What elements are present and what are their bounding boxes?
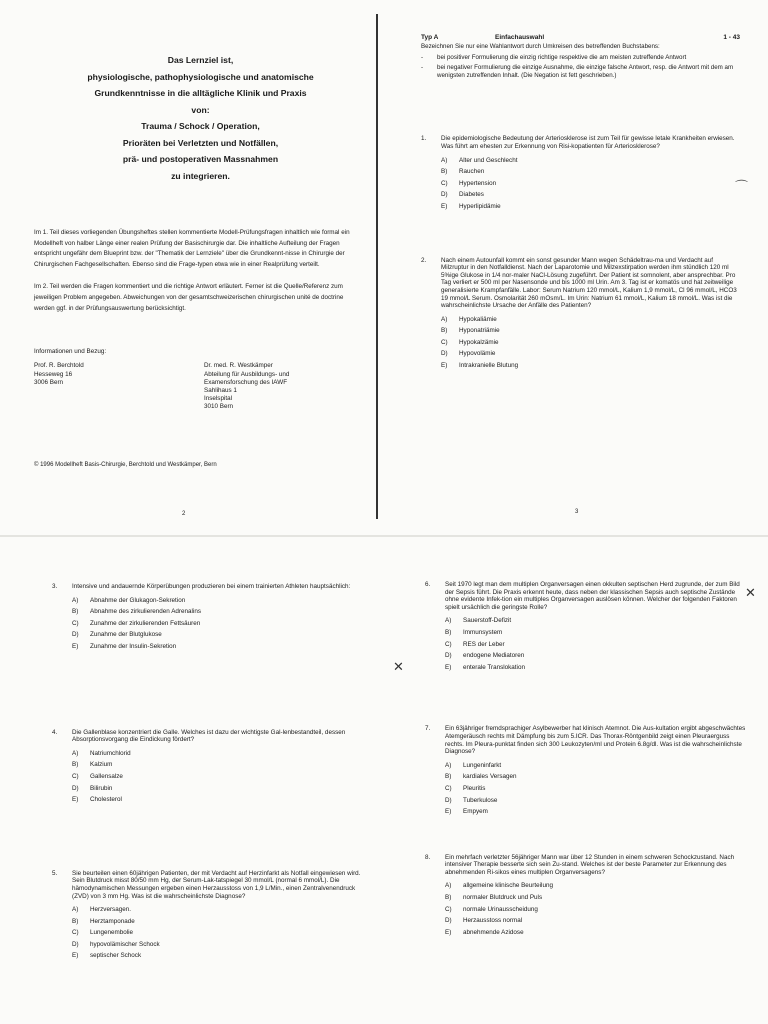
option-text: septischer Schock <box>90 952 142 960</box>
answer-option[interactable] <box>445 880 748 892</box>
title-line: von: <box>191 104 210 115</box>
title-line: Prioräten bei Verletzten und Notfällen, <box>122 137 279 148</box>
answer-option[interactable] <box>72 595 361 607</box>
option-text: Kalzium <box>90 761 113 769</box>
answer-option[interactable] <box>445 615 748 627</box>
option-letter: E) <box>445 663 452 671</box>
option-text: hypovolämischer Schock <box>90 940 160 948</box>
option-text: Cholesterol <box>90 796 122 804</box>
contact-heading: Informationen und Bezug: <box>34 348 107 356</box>
option-letter: A) <box>441 315 448 323</box>
answer-option[interactable] <box>445 627 748 639</box>
intro-paragraph-1: Im 1. Teil dieses vorliegenden Übungsheftes stellen kommentierte Modell-Prüfungsfragen inhaltlich wie formal ein Modellheft von halber Länge einer realen Prüfung der Basischirurgie dar. Die inhaltliche Aufteilung der Fragen entspricht ungefähr dem Blueprint bzw. der "Thematik der Lernziele" über die Grundkennt-nisse in Chirurgie der Chirurgischen Fachgesellschaften. Ebenso sind die Frage-typen etwa wie in einer Realprüfung verteilt. <box>34 229 350 268</box>
option-text: enterale Translokation <box>463 663 525 671</box>
answer-option[interactable] <box>445 806 748 818</box>
question-range: 1 - 43 <box>723 34 740 41</box>
answer-option[interactable] <box>441 325 740 337</box>
option-letter: D) <box>445 917 452 925</box>
question-4 <box>52 729 361 806</box>
option-letter: C) <box>441 338 448 346</box>
option-text: Alter und Geschlecht <box>459 156 518 164</box>
title-line: Grundkenntnisse in die alltägliche Klinik und Praxis <box>94 88 307 98</box>
question-stem <box>421 257 740 310</box>
question-7 <box>425 725 748 817</box>
answer-option[interactable] <box>441 201 740 213</box>
answer-option[interactable] <box>72 950 361 962</box>
answer-options <box>72 904 361 962</box>
option-text: kardiales Versagen <box>463 773 517 781</box>
option-letter: B) <box>72 608 79 616</box>
option-letter: D) <box>445 652 452 660</box>
option-text: Gallensalze <box>90 772 123 780</box>
answer-option[interactable] <box>72 641 361 653</box>
instruction-bullet <box>421 54 740 62</box>
answer-option[interactable] <box>441 178 740 190</box>
option-text: Intrakranielle Blutung <box>459 362 519 370</box>
option-letter: B) <box>445 773 452 781</box>
answer-option[interactable] <box>445 915 748 927</box>
question-8 <box>425 854 748 939</box>
option-letter: A) <box>445 761 452 769</box>
option-letter: C) <box>72 929 79 937</box>
title-line: Trauma / Schock / Operation, <box>141 121 260 131</box>
question-2 <box>421 257 740 372</box>
answer-option[interactable] <box>445 892 748 904</box>
page-number: 2 <box>182 511 186 517</box>
question-6 <box>425 581 748 673</box>
handwritten-cross-mark: ✕ <box>393 659 404 674</box>
question-number: 5. <box>52 869 58 877</box>
page-number: 3 <box>575 509 579 515</box>
option-text: Hypertension <box>459 179 497 187</box>
answer-option[interactable] <box>72 783 361 795</box>
answer-options <box>445 615 748 673</box>
bullet-text: bei positiver Formulierung die einzig richtige respektive die am meisten zutreffende Antwort <box>437 53 687 61</box>
contact-line: 3010 Bern <box>204 403 234 411</box>
option-letter: E) <box>441 202 448 210</box>
handwritten-cross-mark: ✕ <box>745 585 756 600</box>
answer-option[interactable] <box>441 348 740 360</box>
contact-line: 3006 Bern <box>34 378 64 386</box>
option-text: Bilirubin <box>90 784 113 792</box>
option-text: Hypovolämie <box>459 350 496 358</box>
option-letter: E) <box>445 928 452 936</box>
option-letter: D) <box>441 350 448 358</box>
option-text: Pleuritis <box>463 784 486 792</box>
option-letter: C) <box>72 619 79 627</box>
option-text: endogene Mediatoren <box>463 652 525 660</box>
contact-line: Dr. med. R. Westkämper <box>204 362 273 370</box>
option-letter: D) <box>72 784 79 792</box>
answer-option[interactable] <box>72 629 361 641</box>
page-questions-3-5 <box>0 535 383 1024</box>
contact-westkaemper <box>204 362 289 411</box>
answer-option[interactable] <box>441 337 740 349</box>
option-text: Lungenembolie <box>90 929 134 937</box>
option-letter: E) <box>72 642 79 650</box>
option-letter: B) <box>441 168 448 176</box>
option-text: Zunahme der zirkulierenden Fettsäuren <box>90 619 201 627</box>
option-letter: A) <box>72 906 79 914</box>
answer-option[interactable] <box>445 760 748 772</box>
answer-option[interactable] <box>445 904 748 916</box>
option-letter: E) <box>445 808 452 816</box>
option-text: Immunsystem <box>463 628 503 636</box>
option-text: Herzausstoss normal <box>463 917 523 925</box>
answer-options <box>72 595 361 653</box>
option-text: Rauchen <box>459 168 485 176</box>
option-letter: E) <box>441 362 448 370</box>
question-number: 3. <box>52 583 58 590</box>
question-type-header <box>421 34 740 41</box>
option-letter: C) <box>445 640 452 648</box>
question-stem <box>52 870 361 900</box>
handwritten-check-mark: ⌒ <box>735 179 749 194</box>
question-number: 2. <box>421 256 427 264</box>
answer-option[interactable] <box>445 662 748 674</box>
answer-option[interactable] <box>72 759 361 771</box>
question-1 <box>421 135 740 212</box>
answer-option[interactable] <box>441 155 740 167</box>
question-text: Die epidemiologische Bedeutung der Arteriosklerose ist zum Teil für gewisse letale Krankheiten erwiesen. Was führt am ehesten zur Erkennung von Risi-kopatienten für Arteriosklerose? <box>441 135 735 150</box>
type-name: Einfachauswahl <box>495 34 545 41</box>
title-line: Das Lernziel ist, <box>167 55 234 65</box>
option-text: Abnahme des zirkulierenden Adrenalins <box>90 608 201 616</box>
question-stem <box>52 583 361 591</box>
option-text: Natriumchlorid <box>90 749 131 757</box>
option-letter: E) <box>72 952 79 960</box>
option-letter: B) <box>445 628 452 636</box>
option-letter: A) <box>445 617 452 625</box>
option-text: Sauerstoff-Defizit <box>463 617 512 625</box>
question-text: Intensive und andauernde Körperübungen produzieren bei einem trainierten Athleten hauptsächlich: <box>72 583 351 590</box>
contact-columns <box>34 362 361 411</box>
option-text: Hypokalzämie <box>459 338 499 346</box>
page-intro <box>0 0 383 535</box>
question-number: 8. <box>425 853 431 861</box>
answer-option[interactable] <box>72 748 361 760</box>
contact-line: Hesseweg 16 <box>34 370 73 378</box>
option-text: allgemeine klinische Beurteilung <box>463 882 553 890</box>
answer-option[interactable] <box>72 939 361 951</box>
answer-options <box>445 880 748 938</box>
instruction-bullet <box>421 64 740 79</box>
bullet-dot: - <box>421 64 424 72</box>
option-text: RES der Leber <box>463 640 505 648</box>
option-text: normale Urinausscheidung <box>463 905 538 913</box>
option-text: Abnahme der Glukagon-Sekretion <box>90 596 186 604</box>
option-text: Lungeninfarkt <box>463 761 502 769</box>
option-text: Zunahme der Blutglukose <box>90 631 162 639</box>
question-text: Nach einem Autounfall kommt ein sonst gesunder Mann wegen Schädeltrau-ma und Verdacht auf Milzruptur in den Notfalldienst. Nach der Laparotomie und Milzexstirpation werden ihm stündlich 120 ml 5%ige Glukose in 1/4 nor-maler NaCl-Lösung zugeführt. Der Patient ist somnolent, aber ansprechbar. Pro Tag verliert er 500 ml per Nasensonde und bis 1000 ml Urin. Am 3. Tag ist er komatös und hat zeitweilige generalisierte Krampfanfälle. Labor: Serum Natrium 120 mmol/L, Kalium 1,9 mmol/L, Cl 96 mmol/L, HCO3 19 mmol/L Serum. Osmolarität 260 mOsm/L. Im Urin: Natrium 61 mmol/L, Kalium 18 mmol/L. Was ist die wahrscheinlichste Ursache der Anfälle des Patienten? <box>441 256 737 310</box>
answer-options <box>72 748 361 806</box>
option-letter: B) <box>441 327 448 335</box>
question-text: Ein mehrfach verletzter 56jähriger Mann war über 12 Stunden in einem schweren Schockzustand. Nach intensiver Therapie besserte sich sein Zu-stand. Welches ist der beste Parameter zur Erkennung des abnehmenden Ri-sikos eines multiplen Organversagens? <box>445 853 735 876</box>
answer-option[interactable] <box>445 795 748 807</box>
answer-option[interactable] <box>72 927 361 939</box>
option-letter: A) <box>72 749 79 757</box>
type-label: Typ A <box>421 34 439 41</box>
option-text: Hyperlipidämie <box>459 202 501 210</box>
option-letter: A) <box>441 156 448 164</box>
answer-option[interactable] <box>72 904 361 916</box>
option-letter: C) <box>72 772 79 780</box>
title-line: zu integrieren. <box>171 170 230 181</box>
option-letter: E) <box>72 796 79 804</box>
option-text: normaler Blutdruck und Puls <box>463 894 543 902</box>
contact-block <box>34 348 361 411</box>
option-text: Empyem <box>463 808 488 816</box>
option-text: Herzversagen. <box>90 906 131 914</box>
option-text: abnehmende Azidose <box>463 928 524 936</box>
answer-option[interactable] <box>441 314 740 326</box>
answer-option[interactable] <box>445 783 748 795</box>
answer-options <box>445 760 748 818</box>
question-3 <box>52 583 361 653</box>
title-line: physiologische, pathophysiologische und anatomische <box>87 71 314 82</box>
instruction-text: Bezeichnen Sie nur eine Wahlantwort durch Umkreisen des betreffenden Buchstabens: <box>421 43 660 50</box>
answer-option[interactable] <box>72 606 361 618</box>
option-text: Herztamponade <box>90 917 135 925</box>
copyright-line: © 1996 Modellheft Basis-Chirurgie, Berchtold und Westkämper, Bern <box>34 461 217 468</box>
question-text: Sie beurteilen einen 60jährigen Patienten, der mit Verdacht auf Herzinfarkt als Notfall eingewiesen wird. Sein Blutdruck misst 80/50 mm Hg, der Serum-Lak-tatspiegel 30 mmol/L (normal 6 mmol/L). Die hämodynamischen Messungen ergeben einen Herzausstoss von 1,9 L/Min., einen Zentralvenendruck (ZVD) von 3 mm Hg. Was ist die wahrscheinlichste Diagnose? <box>72 869 361 900</box>
intro-text <box>34 228 361 314</box>
contact-line: Sahlihaus 1 <box>204 386 237 394</box>
question-5 <box>52 870 361 962</box>
question-text: Ein 63jähriger fremdsprachiger Asylbewerber hat klinisch Atemnot. Die Aus-kultation ergibt abgeschwächtes Atemgeräusch rechts mit Dämpfung bis zum 5.ICR. Das Thorax-Röntgenbild zeigt einen Pleuraerguss rechts. Im Pleura-punktat finden sich 300 Leukozyten/ml und Protein 6.8g/dl. Was ist die wahrscheinlichste Diagnose? <box>445 725 746 756</box>
answer-option[interactable] <box>445 927 748 939</box>
option-text: Hypokaliämie <box>459 315 497 323</box>
option-text: Diabetes <box>459 191 484 199</box>
intro-paragraph-2: Im 2. Teil werden die Fragen kommentiert und die richtige Antwort erläutert. Ferner ist die Quelle/Referenz zum jeweiligen Problem angegeben. Abweichungen von der gesamtschweizerischen chirurgischen unité de doctrine werden ggf. in der Prüfungsauswertung berücksichtigt. <box>34 283 344 312</box>
question-stem <box>52 729 361 744</box>
question-stem <box>421 135 740 150</box>
question-stem <box>425 581 748 611</box>
answer-option[interactable] <box>72 916 361 928</box>
option-letter: D) <box>72 940 79 948</box>
question-stem <box>425 725 748 755</box>
option-letter: B) <box>445 894 452 902</box>
question-number: 4. <box>52 728 58 736</box>
answer-options <box>441 155 740 213</box>
option-letter: D) <box>72 631 79 639</box>
answer-option[interactable] <box>72 771 361 783</box>
question-text: Die Gallenblase konzentriert die Galle. Welches ist dazu der wichtigste Gal-lenbestandteil, dessen Absorptionsvorgang die Eindickung fördert? <box>72 728 346 744</box>
page-instructions <box>383 0 768 535</box>
answer-option[interactable] <box>72 618 361 630</box>
answer-option[interactable] <box>445 639 748 651</box>
option-letter: C) <box>445 905 452 913</box>
answer-option[interactable] <box>445 650 748 662</box>
bullet-dot: - <box>421 53 424 61</box>
question-number: 7. <box>425 725 431 733</box>
answer-option[interactable] <box>72 794 361 806</box>
contact-line: Examensforschung des IAWF <box>204 378 288 386</box>
option-letter: C) <box>441 179 448 187</box>
question-number: 6. <box>425 581 431 588</box>
answer-option[interactable] <box>441 360 740 372</box>
contact-berchtold <box>34 362 204 411</box>
option-letter: A) <box>445 882 452 890</box>
answer-options <box>441 314 740 372</box>
option-letter: C) <box>445 784 452 792</box>
contact-line: Abteilung für Ausbildungs- und <box>204 370 290 378</box>
learning-goal-title <box>40 52 361 184</box>
contact-line: Prof. R. Berchtold <box>34 362 84 370</box>
option-text: Zunahme der Insulin-Sekretion <box>90 642 177 650</box>
question-number: 1. <box>421 135 427 143</box>
option-text: Tuberkulose <box>463 796 498 804</box>
bullet-text: bei negativer Formulierung die einzige Ausnahme, die einzige falsche Antwort, resp. die Antwort mit dem am wenigsten zutreffenden Inhalt. (Die Negation ist fett geschrieben.) <box>437 64 734 79</box>
option-letter: A) <box>72 596 79 604</box>
question-text: Seit 1970 legt man dem multiplen Organversagen einen okkulten septischen Herd zugrunde, der zum Bild der Sepsis führt. Die Praxis erkennt heute, dass neben der klassischen Sepsis auch septische Zustände ohne evidente Infek-tion ein multiples Organversagen auslösen können. Welcher der folgenden Faktoren spielt ursächlich die geringste Rolle? <box>445 581 740 611</box>
answer-option[interactable] <box>445 771 748 783</box>
contact-line: Inselspital <box>204 395 233 403</box>
option-letter: B) <box>72 761 79 769</box>
title-line: prä- und postoperativen Massnahmen <box>122 154 279 164</box>
page-questions-6-8 <box>383 535 768 1024</box>
answer-option[interactable] <box>441 189 740 201</box>
option-letter: D) <box>441 191 448 199</box>
option-letter: B) <box>72 917 79 925</box>
answer-option[interactable] <box>441 166 740 178</box>
option-text: Hyponatriämie <box>459 327 500 335</box>
question-stem <box>425 854 748 877</box>
option-letter: D) <box>445 796 452 804</box>
